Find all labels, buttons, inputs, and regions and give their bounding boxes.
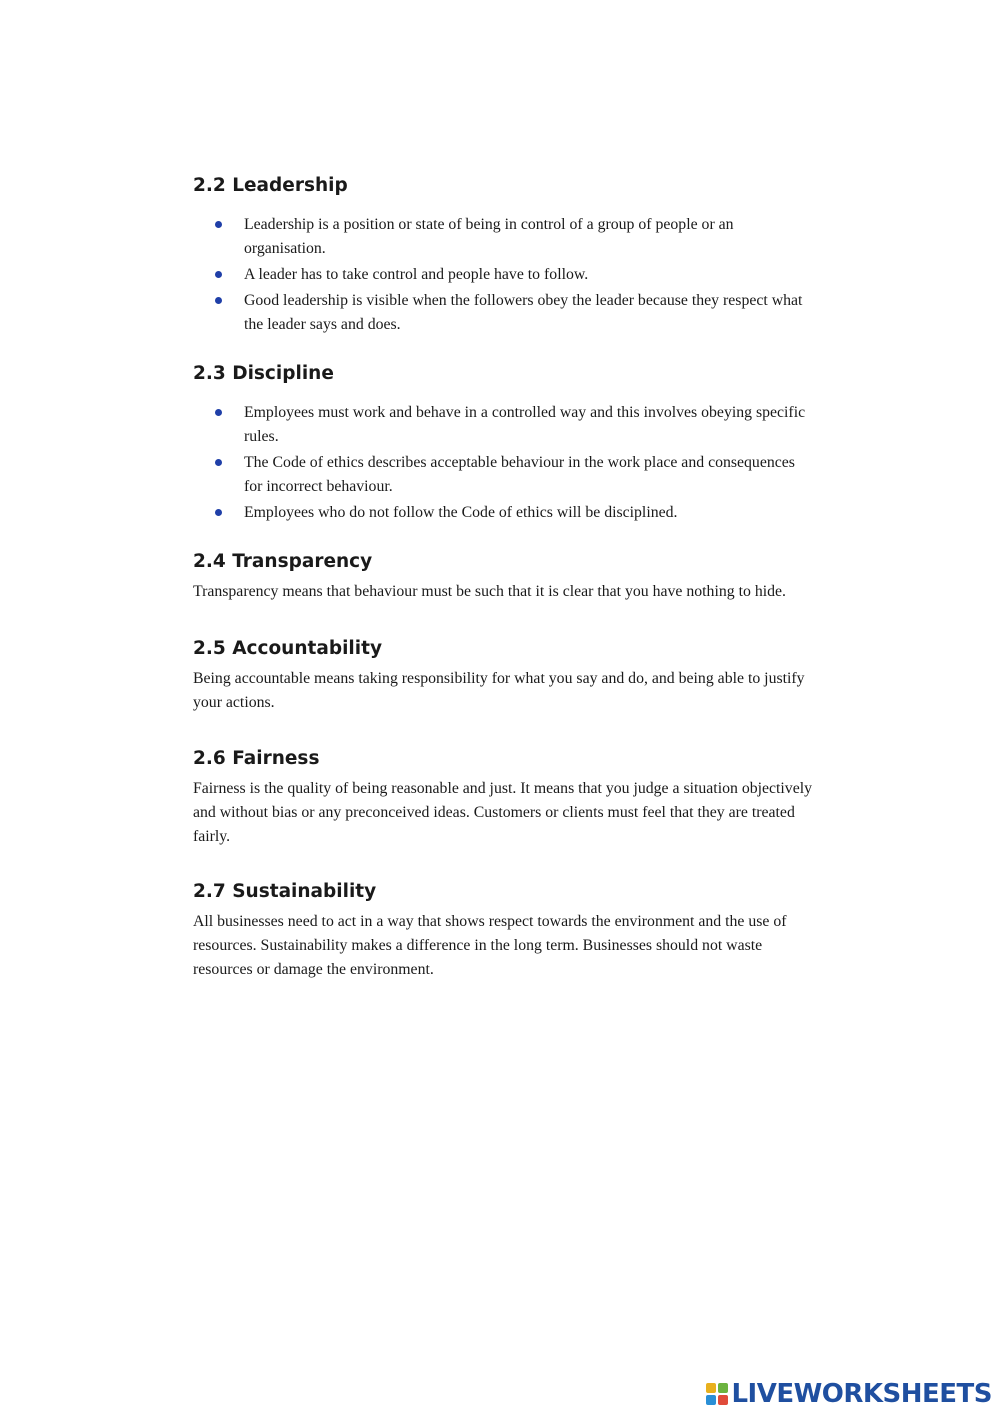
section-heading: 2.3 Discipline [193,363,334,384]
section-transparency [193,548,813,604]
list-item-text: Employees must work and behave in a controlled way and this involves obeying specific rules. [244,404,806,445]
section-discipline [193,360,813,525]
bullet-icon [215,221,222,228]
list-item [193,289,813,337]
list-item [193,401,813,449]
list-item-text: The Code of ethics describes acceptable behaviour in the work place and consequences for incorrect behaviour. [244,454,795,495]
bullet-icon [215,271,222,278]
liveworksheets-logo[interactable] [706,1379,992,1409]
bullet-list [193,213,813,337]
section-paragraph: All businesses need to act in a way that shows respect towards the environment and the use of resources. Sustainability makes a difference in the long term. Businesses should not waste resources or damage the environment. [193,913,787,978]
list-item [193,263,813,287]
bullet-list [193,401,813,525]
list-item [193,213,813,261]
bullet-icon [215,297,222,304]
list-item-text: Employees who do not follow the Code of ethics will be disciplined. [244,504,678,521]
section-heading: 2.2 Leadership [193,175,348,196]
document-body [193,172,813,982]
liveworksheets-logo-icon [706,1383,728,1405]
section-paragraph: Fairness is the quality of being reasonable and just. It means that you judge a situation objectively and without bias or any preconceived ideas. Customers or clients must feel that they are treated fairly. [193,780,813,845]
section-heading: 2.6 Fairness [193,748,320,769]
list-item-text: A leader has to take control and people have to follow. [244,266,589,283]
section-heading: 2.5 Accountability [193,638,383,659]
section-heading: 2.7 Sustainability [193,881,377,902]
section-sustainability [193,878,813,982]
list-item-text: Good leadership is visible when the followers obey the leader because they respect what the leader says and does. [244,292,803,333]
list-item [193,501,813,525]
section-paragraph: Being accountable means taking responsibility for what you say and do, and being able to justify your actions. [193,670,805,711]
section-fairness [193,745,813,849]
section-heading: 2.4 Transparency [193,551,373,572]
section-leadership [193,172,813,337]
section-paragraph: Transparency means that behaviour must be such that it is clear that you have nothing to hide. [193,583,786,600]
bullet-icon [215,409,222,416]
brand-name: LIVEWORKSHEETS [731,1379,992,1409]
section-accountability [193,635,813,715]
bullet-icon [215,459,222,466]
list-item [193,451,813,499]
list-item-text: Leadership is a position or state of being in control of a group of people or an organisation. [244,216,734,257]
bullet-icon [215,509,222,516]
